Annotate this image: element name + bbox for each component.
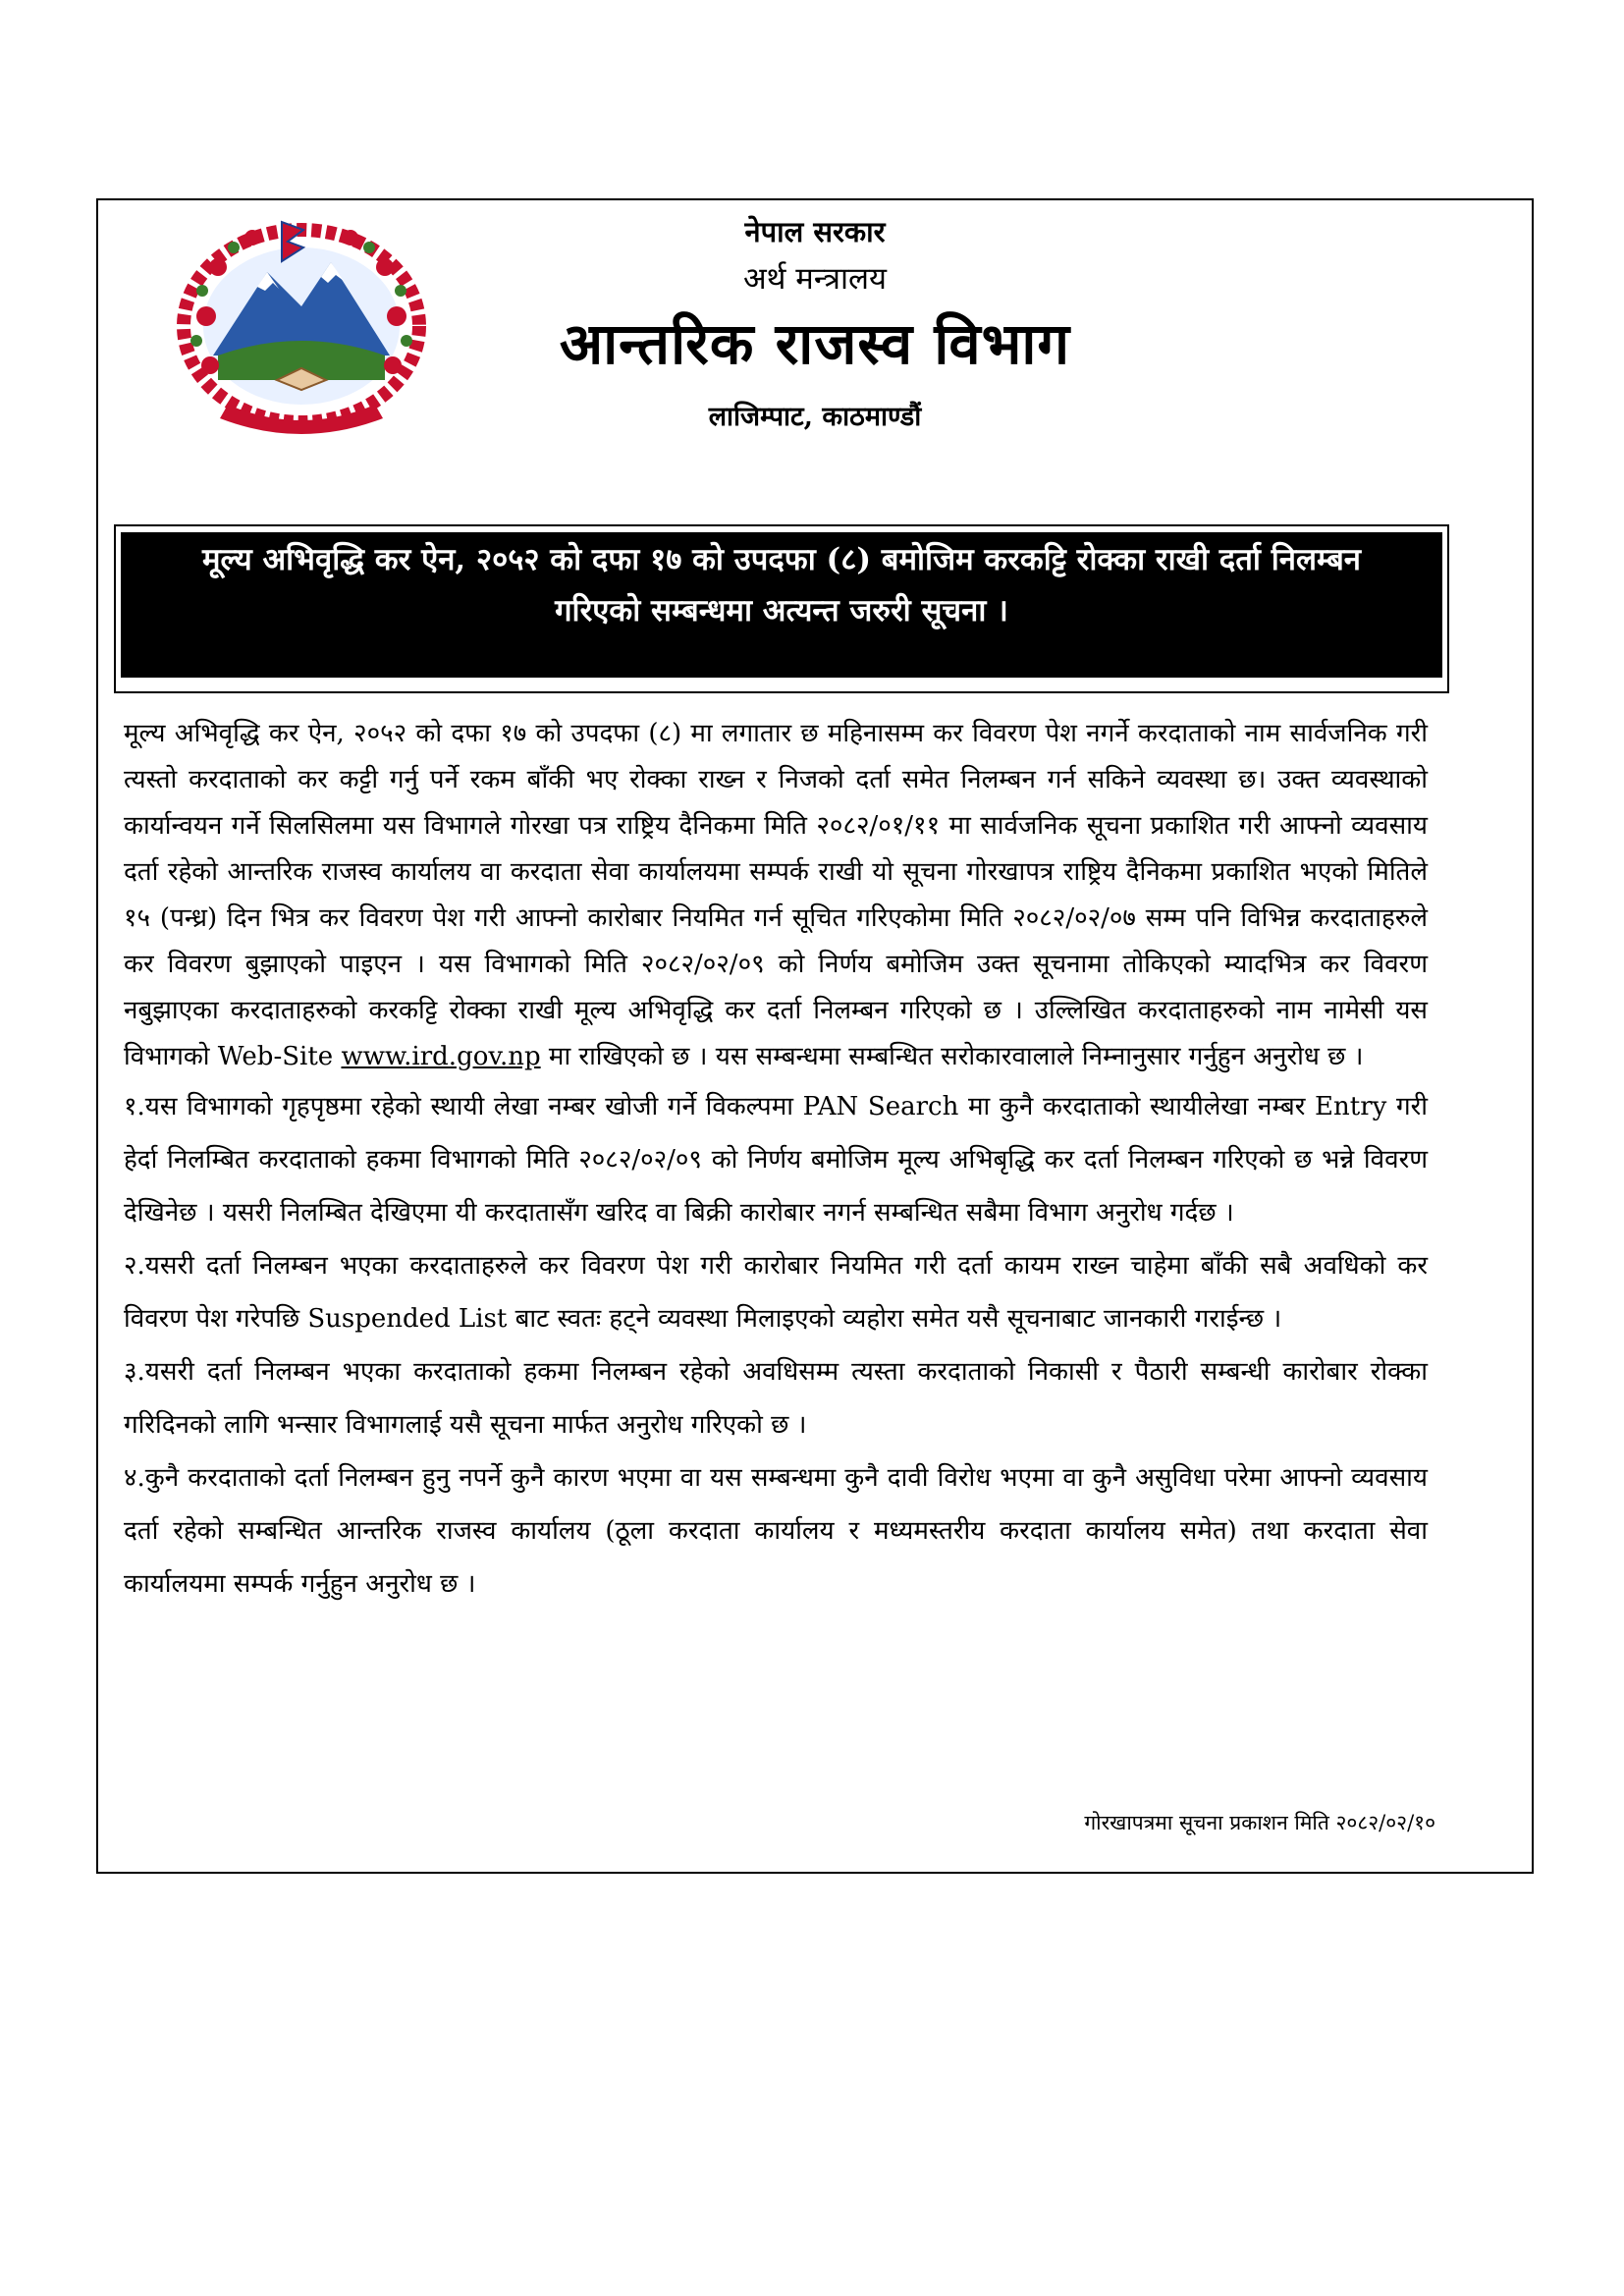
- notice-title-box: [114, 524, 1449, 693]
- notice-title: [121, 532, 1442, 678]
- point-3: ३.यसरी दर्ता निलम्बन भएका करदाताको हकमा निलम्बन रहेको अवधिसम्म त्यस्ता करदाताको निकासी र पैठारी सम्बन्धी कारोबार रोक्का गरिदिनको लागि भन्सार विभागलाई यसै सूचना मार्फत अनुरोध गरिएको छ ।: [124, 1357, 1428, 1440]
- notice-title-line-2: गरिएको सम्बन्धमा अत्यन्त जरुरी सूचना ।: [555, 593, 1008, 629]
- department-name: आन्तरिक राजस्व विभाग: [559, 310, 1071, 377]
- point-2: २.यसरी दर्ता निलम्बन भएका करदाताहरुले कर विवरण पेश गरी कारोबार नियमित गरी दर्ता कायम राख्न चाहेमा बाँकी सबै अवधिको कर विवरण पेश गरेपछि Suspended List बाट स्वतः हट्ने व्यवस्था मिलाइएको व्यहोरा समेत यसै सूचनाबाट जानकारी गराईन्छ ।: [124, 1251, 1428, 1334]
- department-address: लाजिम्पाट, काठमाण्डौं: [708, 402, 922, 432]
- intro-paragraph: [124, 711, 1428, 1080]
- notice-title-line-1: मूल्य अभिवृद्धि कर ऐन, २०५२ को दफा १७ को उपदफा (८) बमोजिम करकट्टि रोक्का राखी दर्ता निलम्बन: [201, 542, 1361, 577]
- notice-body: [124, 711, 1428, 1611]
- point-1: १.यस विभागको गृहपृष्ठमा रहेको स्थायी लेखा नम्बर खोजी गर्ने विकल्पमा PAN Search मा कुनै करदाताको स्थायीलेखा नम्बर Entry गरी हेर्दा निलम्बित करदाताको हकमा विभागको मिति २०८२/०२/०९ को निर्णय बमोजिम मूल्य अभिबृद्धि कर दर्ता निलम्बन गरिएको छ भन्ने विवरण देखिनेछ । यसरी निलम्बित देखिएमा यी करदातासँग खरिद वा बिक्री कारोबार नगर्न सम्बन्धित सबैमा विभाग अनुरोध गर्दछ ।: [124, 1092, 1428, 1228]
- intro-text: मूल्य अभिवृद्धि कर ऐन, २०५२ को दफा १७ को उपदफा (८) मा लगातार छ महिनासम्म कर विवरण पेश नगर्ने करदाताको नाम सार्वजनिक गरी त्यस्तो करदाताको कर कट्टी गर्नु पर्ने रकम बाँकी भए रोक्का राख्न र निजको दर्ता समेत निलम्बन गर्न सकिने व्यवस्था छ। उक्त व्यवस्थाको कार्यान्वयन गर्ने सिलसिलमा यस विभागले गोरखा पत्र राष्ट्रिय दैनिकमा मिति २०८२/०१/११ मा सार्वजनिक सूचना प्रकाशित गरी आफ्नो व्यवसाय दर्ता रहेको आन्तरिक राजस्व कार्यालय वा करदाता सेवा कार्यालयमा सम्पर्क राखी यो सूचना गोरखापत्र राष्ट्रिय दैनिकमा प्रकाशित भएको मितिले १५ (पन्ध्र) दिन भित्र कर विवरण पेश गरी आफ्नो कारोबार नियमित गर्न सूचित गरिएकोमा मिति २०८२/०२/०७ सम्म पनि विभिन्न करदाताहरुले कर विवरण बुझाएको पाइएन । यस विभागको मिति २०८२/०२/०९ को निर्णय बमोजिम उक्त सूचनामा तोकिएको म्यादभित्र कर विवरण नबुझाएका करदाताहरुको करकट्टि रोक्का राखी मूल्य अभिवृद्धि कर दर्ता निलम्बन गरिएको छ । उल्लिखित करदाताहरुको नाम नामेसी यस विभागको Web-Site: [124, 719, 1428, 1071]
- ministry-name: अर्थ मन्त्रालय: [742, 261, 888, 297]
- point-4: ४.कुनै करदाताको दर्ता निलम्बन हुनु नपर्ने कुनै कारण भएमा वा यस सम्बन्धमा कुनै दावी विरोध भएमा वा कुनै असुविधा परेमा आफ्नो व्यवसाय दर्ता रहेको सम्बन्धित आन्तरिक राजस्व कार्यालय (ठूला करदाता कार्यालय र मध्यमस्तरीय करदाता कार्यालय समेत) तथा करदाता सेवा कार्यालयमा सम्पर्क गर्नुहुन अनुरोध छ ।: [124, 1463, 1428, 1599]
- intro-text-end: मा राखिएको छ । यस सम्बन्धमा सम्बन्धित सरोकारवालाले निम्नानुसार गर्नुहुन अनुरोध छ ।: [548, 1042, 1364, 1071]
- publication-note: गोरखापत्रमा सूचना प्रकाशन मिति २०८२/०२/१०: [1084, 1811, 1435, 1834]
- government-name: नेपाल सरकार: [744, 215, 886, 248]
- notice-frame: [96, 198, 1534, 1874]
- ird-website-link[interactable]: www.ird.gov.np: [341, 1042, 541, 1071]
